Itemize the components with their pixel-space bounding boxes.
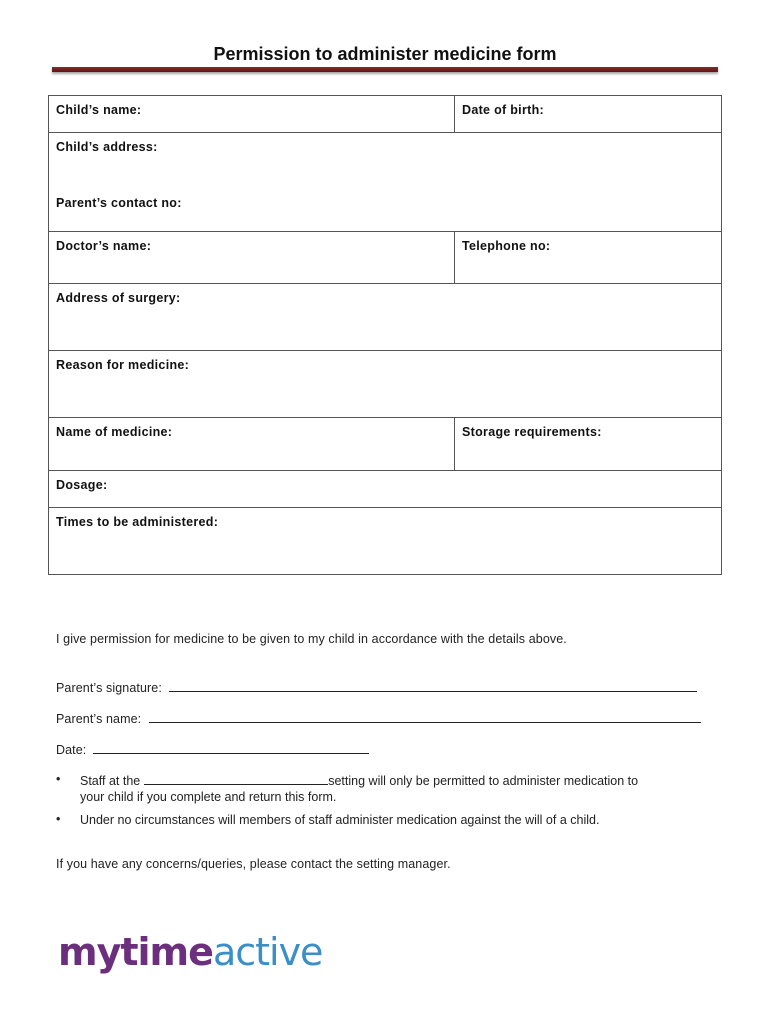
dosage-field[interactable] xyxy=(49,471,722,508)
childs-name-field[interactable] xyxy=(49,96,455,133)
reason-label: Reason for medicine: xyxy=(56,358,190,372)
surgery-address-label: Address of surgery: xyxy=(56,291,181,305)
bullet-icon: • xyxy=(56,812,61,826)
childs-address-label: Child’s address: xyxy=(56,140,158,154)
bullet-1-prefix: Staff at the xyxy=(80,774,141,788)
table-row xyxy=(49,96,722,133)
doctors-name-label: Doctor’s name: xyxy=(56,239,152,253)
dosage-label: Dosage: xyxy=(56,478,108,492)
table-row xyxy=(49,284,722,351)
storage-field[interactable] xyxy=(455,418,722,471)
date-line[interactable] xyxy=(93,741,369,754)
times-label: Times to be administered: xyxy=(56,515,219,529)
reason-field[interactable] xyxy=(49,351,722,418)
parent-name-line[interactable] xyxy=(149,710,701,723)
bullet-1-suffix: setting will only be permitted to administer medication to xyxy=(328,774,639,788)
medicine-name-label: Name of medicine: xyxy=(56,425,173,439)
medicine-details-table xyxy=(48,95,722,575)
mytimeactive-logo xyxy=(58,930,322,974)
list-item xyxy=(56,772,716,806)
signature-label: Parent’s signature: xyxy=(56,681,162,695)
parent-name-row xyxy=(56,710,701,726)
table-row xyxy=(49,471,722,508)
times-field[interactable] xyxy=(49,508,722,575)
storage-label: Storage requirements: xyxy=(462,425,602,439)
list-item xyxy=(56,812,716,830)
bullet-2-text: Under no circumstances will members of staff administer medication against the will of a child. xyxy=(80,813,600,827)
footer-note: If you have any concerns/queries, please contact the setting manager. xyxy=(56,857,451,871)
table-row xyxy=(49,133,722,232)
telephone-label: Telephone no: xyxy=(462,239,551,253)
page-title: Permission to administer medicine form xyxy=(213,44,557,64)
bullet-1-line2: your child if you complete and return this form. xyxy=(80,790,337,804)
logo-part-1: mytime xyxy=(58,930,213,974)
date-label: Date: xyxy=(56,743,87,757)
table-row xyxy=(49,351,722,418)
surgery-address-field[interactable] xyxy=(49,284,722,351)
parent-name-label: Parent’s name: xyxy=(56,712,142,726)
table-row xyxy=(49,508,722,575)
table-row xyxy=(49,418,722,471)
title-divider xyxy=(52,67,718,72)
logo-part-2: active xyxy=(212,930,323,974)
date-of-birth-field[interactable] xyxy=(455,96,722,133)
consent-statement: I give permission for medicine to be given to my child in accordance with the details above. xyxy=(56,632,567,646)
table-row xyxy=(49,232,722,284)
childs-name-label: Child’s name: xyxy=(56,103,142,117)
signature-line[interactable] xyxy=(169,679,697,692)
bullet-icon: • xyxy=(56,772,61,786)
medicine-name-field[interactable] xyxy=(49,418,455,471)
date-of-birth-label: Date of birth: xyxy=(462,103,544,117)
signature-row xyxy=(56,679,697,695)
setting-name-line[interactable] xyxy=(144,772,328,785)
parents-contact-label: Parent’s contact no: xyxy=(56,196,182,210)
doctors-name-field[interactable] xyxy=(49,232,455,284)
date-row xyxy=(56,741,369,757)
telephone-field[interactable] xyxy=(455,232,722,284)
address-contact-field[interactable] xyxy=(49,133,722,232)
